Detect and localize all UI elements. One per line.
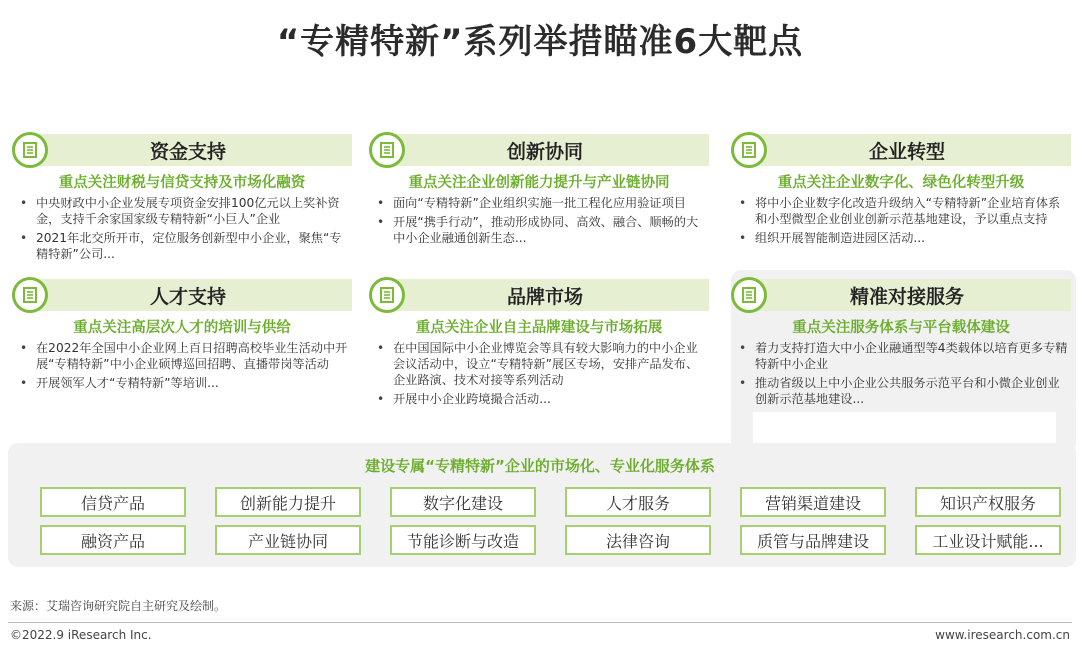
service-chip: 融资产品 [40, 525, 186, 555]
service-chip: 营销渠道建设 [740, 487, 886, 517]
card-header [743, 134, 1071, 166]
card-heading: 资金支持 [149, 140, 226, 163]
bullet-item: • 开展领军人才“专精特新”等培训... [16, 375, 352, 391]
card-subtitle: 重点关注财税与信贷支持及市场化融资 [58, 175, 306, 191]
service-chip: 创新能力提升 [215, 487, 361, 517]
source-note: 来源：艾瑞咨询研究院自主研究及绘制。 [10, 599, 227, 613]
document-list-icon [369, 277, 405, 313]
card-subtitle: 重点关注企业自主品牌建设与市场拓展 [415, 320, 663, 336]
panel-connector-left [731, 405, 753, 447]
card-header [24, 279, 352, 311]
document-list-icon [369, 132, 405, 168]
service-chip: 人才服务 [565, 487, 711, 517]
card-subtitle: 重点关注服务体系与平台载体建设 [792, 320, 1010, 336]
card-header [743, 279, 1071, 311]
card-subtitle: 重点关注高层次人才的培训与供给 [73, 320, 291, 336]
bullet-item: • 将中小企业数字化改造升级纳入“专精特新”企业培育体系和小型微型企业创业创新示范基地建设，予以重点支持 [735, 195, 1071, 227]
service-chip: 法律咨询 [565, 525, 711, 555]
card-header [24, 134, 352, 166]
service-chip: 产业链协同 [215, 525, 361, 555]
bullet-item: • 在2022年全国中小企业网上百日招聘高校毕业生活动中开展“专精特新”中小企业硕博巡回招聘、直播带岗等活动 [16, 340, 352, 372]
bullet-item: • 中央财政中小企业发展专项资金安排100亿元以上奖补资金，支持千余家国家级专精特新“小巨人”企业 [16, 195, 352, 227]
service-chip: 数字化建设 [390, 487, 536, 517]
card-precise-services [731, 279, 1071, 410]
service-chip: 信贷产品 [40, 487, 186, 517]
card-heading: 品牌市场 [506, 285, 583, 308]
service-chip: 工业设计赋能... [915, 525, 1061, 555]
card-brand-market [369, 279, 709, 410]
card-heading: 人才支持 [149, 285, 226, 308]
card-talent [12, 279, 352, 394]
card-heading: 精准对接服务 [849, 285, 964, 308]
document-list-icon [12, 277, 48, 313]
bullet-item: • 推动省级以上中小企业公共服务示范平台和小微企业创业创新示范基地建设... [735, 375, 1071, 407]
footer-divider [8, 622, 1072, 623]
card-funding [12, 134, 352, 265]
card-header [381, 134, 709, 166]
footer-website: www.iresearch.com.cn [935, 628, 1070, 642]
bullet-item: • 着力支持打造大中小企业融通型等4类载体以培育更多专精特新中小企业 [735, 340, 1071, 372]
document-list-icon [731, 277, 767, 313]
document-list-icon [12, 132, 48, 168]
card-header [381, 279, 709, 311]
bullet-item: • 开展中小企业跨境撮合活动... [373, 391, 709, 407]
card-subtitle: 重点关注企业创新能力提升与产业链协同 [408, 175, 670, 191]
service-chip: 知识产权服务 [915, 487, 1061, 517]
card-heading: 创新协同 [506, 140, 583, 163]
service-system-title: 建设专属“专精特新”企业的市场化、专业化服务体系 [365, 457, 715, 475]
service-chip: 质管与品牌建设 [740, 525, 886, 555]
page-title: “专精特新”系列举措瞄准6大靶点 [276, 22, 804, 62]
bullet-item: • 在中国国际中小企业博览会等具有较大影响力的中小企业会议活动中，设立“专精特新”展区专场，安排产品发布、企业路演、技术对接等系列活动 [373, 340, 709, 388]
card-heading: 企业转型 [868, 140, 945, 163]
bullet-item: • 2021年北交所开市，定位服务创新型中小企业，聚焦“专精特新”公司... [16, 230, 352, 262]
bullet-item: • 面向“专精特新”企业组织实施一批工程化应用验证项目 [373, 195, 709, 211]
bullet-item: • 开展“携手行动”，推动形成协同、高效、融合、顺畅的大中小企业融通创新生态... [373, 214, 709, 246]
panel-connector-right [1056, 405, 1076, 447]
card-subtitle: 重点关注企业数字化、绿色化转型升级 [777, 175, 1025, 191]
card-innovation [369, 134, 709, 249]
bullet-item: • 组织开展智能制造进园区活动... [735, 230, 1071, 246]
footer-copyright: ©2022.9 iResearch Inc. [10, 628, 152, 642]
card-transformation [731, 134, 1071, 249]
document-list-icon [731, 132, 767, 168]
service-chip: 节能诊断与改造 [390, 525, 536, 555]
